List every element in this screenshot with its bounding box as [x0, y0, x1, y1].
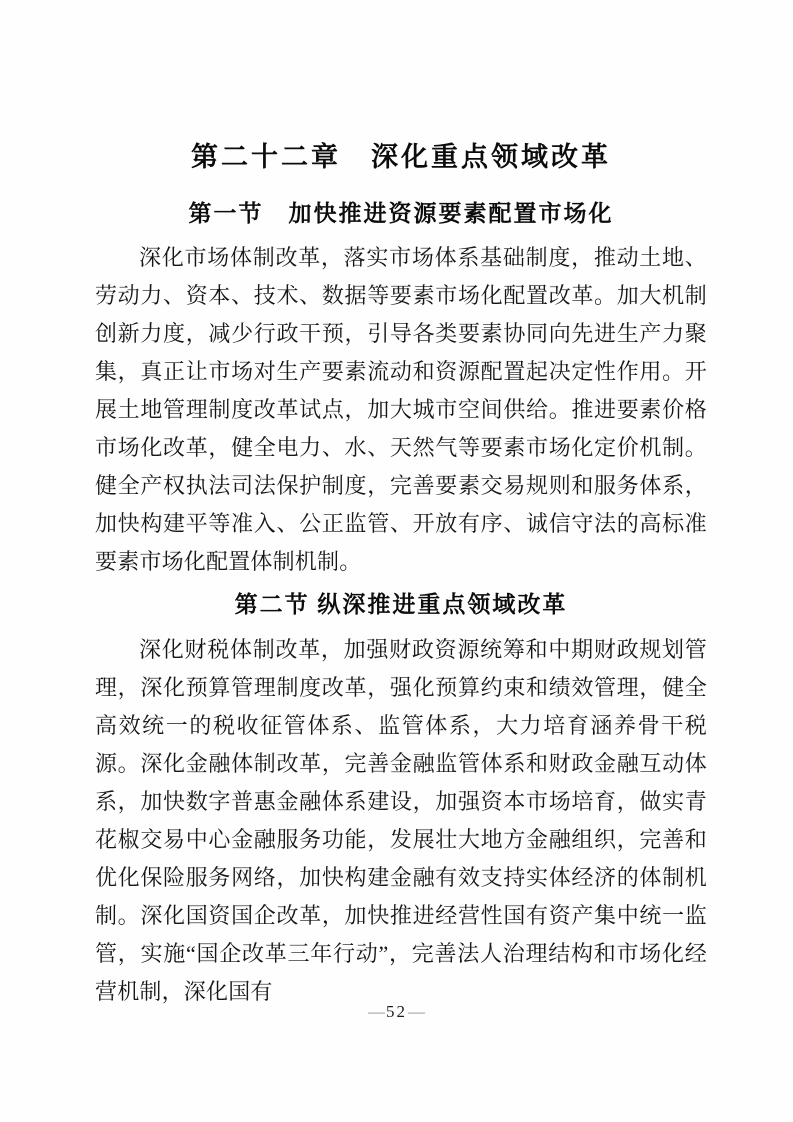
footer-right-dash: —	[408, 1002, 425, 1021]
footer-left-dash: —	[368, 1002, 385, 1021]
page-footer	[0, 1001, 793, 1023]
section-2-paragraph: 深化财税体制改革，加强财政资源统筹和中期财政规划管理，深化预算管理制度改革，强化预算约束和绩效管理，健全高效统一的税收征管体系、监管体系，大力培育涵养骨干税源。深化金融体制改革，完善金融监管体系和财政金融互动体系，加快数字普惠金融体系建设，加强资本市场培育，做实青花椒交易中心金融服务功能，发展壮大地方金融组织，完善和优化保险服务网络，加快构建金融有效支持实体经济的体制机制。深化国资国企改革，加快推进经营性国有资产集中统一监管，实施“国企改革三年行动”，完善法人治理结构和市场化经营机制，深化国有	[95, 637, 707, 1004]
page-number: 52	[386, 1002, 407, 1021]
section-1-heading: 第一节 加快推进资源要素配置市场化	[188, 201, 614, 226]
section-1-paragraph: 深化市场体制改革，落实市场体系基础制度，推动土地、劳动力、资本、技术、数据等要素市场化配置改革。加大机制创新力度，减少行政干预，引导各类要素协同向先进生产力聚集，真正让市场对生产要素流动和资源配置起决定性作用。开展土地管理制度改革试点，加大城市空间供给。推进要素价格市场化改革，健全电力、水、天然气等要素市场化定价机制。健全产权执法司法保护制度，完善要素交易规则和服务体系，加快构建平等准入、公正监管、开放有序、诚信守法的高标准要素市场化配置体制机制。	[95, 245, 707, 574]
section-2-heading: 第二节 纵深推进重点领域改革	[234, 592, 568, 617]
chapter-title: 第二十二章 深化重点领域改革	[191, 142, 611, 172]
page-content	[95, 140, 707, 1017]
